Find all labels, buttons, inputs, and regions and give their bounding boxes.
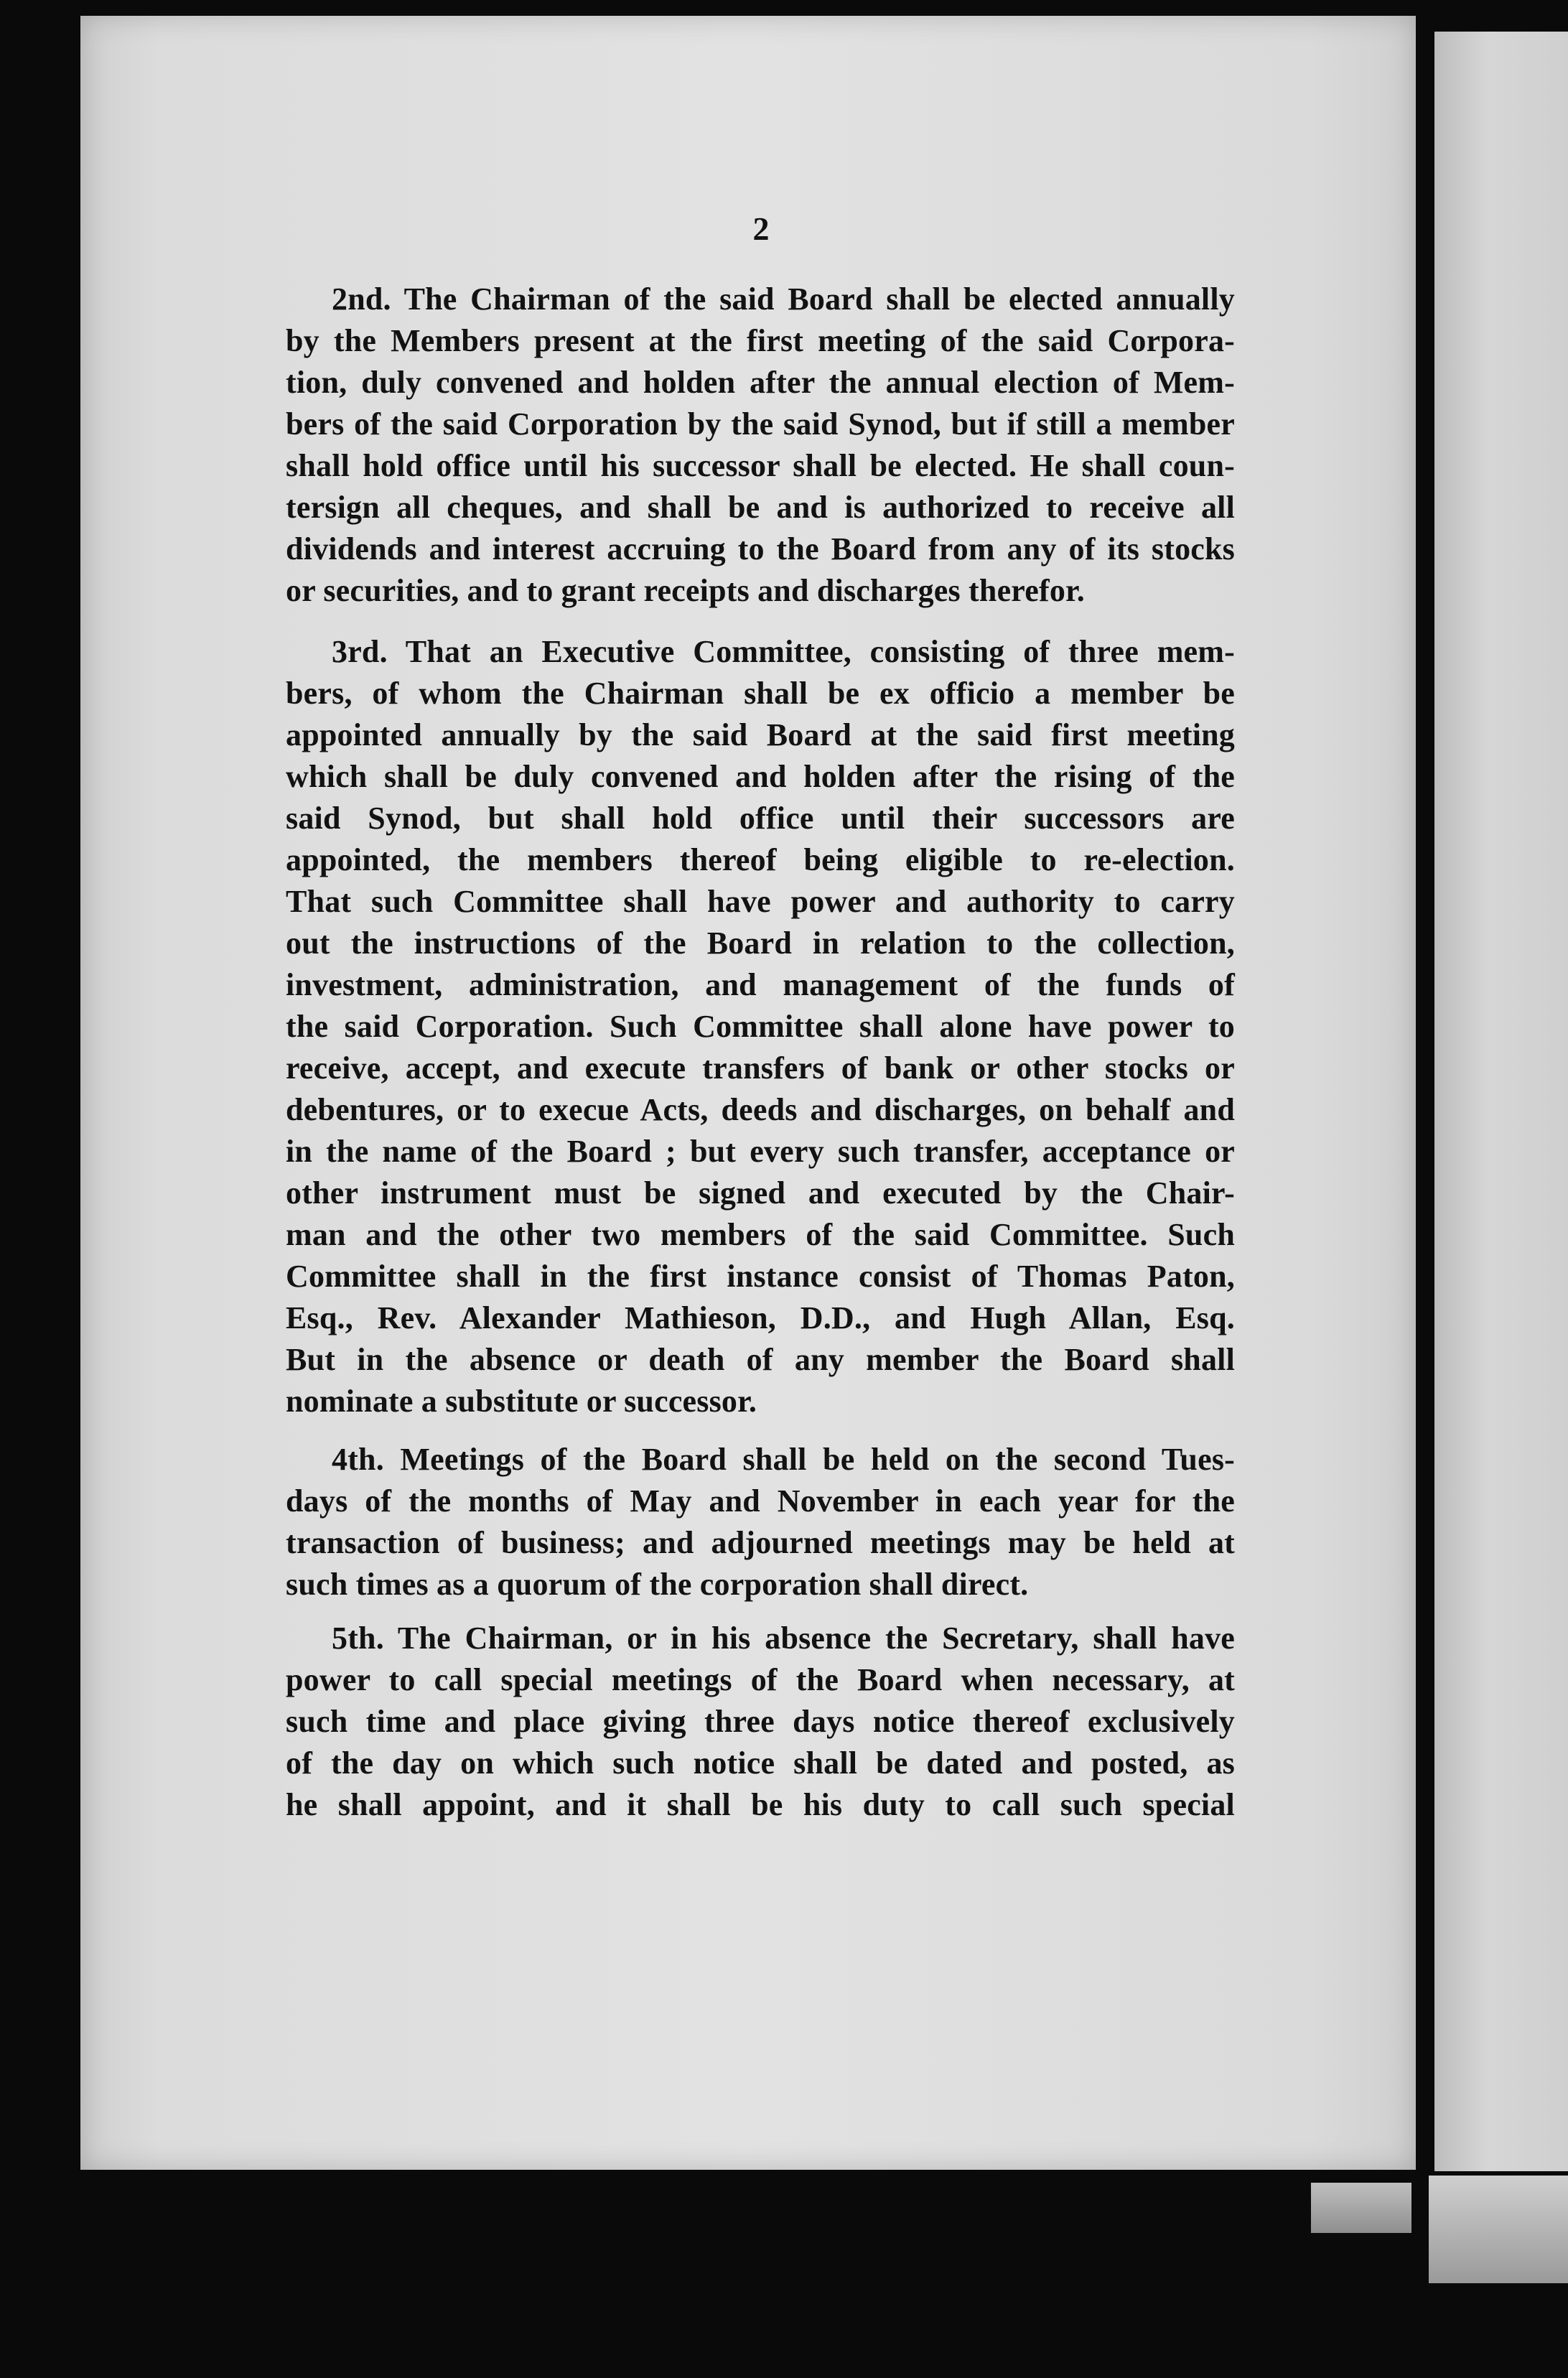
text-line: of the day on which such notice shall be dated and posted, as bbox=[286, 1745, 1235, 1781]
text-line: days of the months of May and November in each year for the bbox=[286, 1483, 1235, 1519]
text-line: other instrument must be signed and executed by the Chair- bbox=[286, 1175, 1235, 1211]
page-number: 2 bbox=[752, 210, 770, 247]
paragraph-2 bbox=[286, 631, 1235, 1422]
text-line: appointed annually by the said Board at the said first meeting bbox=[286, 717, 1235, 752]
text-line: Esq., Rev. Alexander Mathieson, D.D., and Hugh Allan, Esq. bbox=[286, 1300, 1235, 1335]
text-line: Committee shall in the first instance consist of Thomas Paton, bbox=[286, 1259, 1235, 1294]
text-line: appointed, the members thereof being eligible to re-election. bbox=[286, 842, 1235, 877]
text-line: But in the absence or death of any member the Board shall bbox=[286, 1342, 1235, 1377]
text-line: tersign all cheques, and shall be and is authorized to receive all bbox=[286, 490, 1235, 525]
text-line: That such Committee shall have power and authority to carry bbox=[286, 884, 1235, 919]
text-line: in the name of the Board ; but every such transfer, acceptance or bbox=[286, 1134, 1235, 1169]
text-line: which shall be duly convened and holden after the rising of the bbox=[286, 759, 1235, 794]
text-line: 3rd. That an Executive Committee, consisting of three mem- bbox=[332, 634, 1235, 669]
text-line: said Synod, but shall hold office until their successors are bbox=[286, 801, 1235, 836]
text-line: investment, administration, and management of the funds of bbox=[286, 967, 1235, 1002]
adjacent-page-edge bbox=[1434, 32, 1568, 2171]
page-corner-shadow bbox=[1429, 2176, 1568, 2283]
text-line: bers, of whom the Chairman shall be ex officio a member be bbox=[286, 676, 1235, 711]
text-line: 2nd. The Chairman of the said Board shall be elected annually bbox=[332, 281, 1235, 317]
text-line: or securities, and to grant receipts and discharges therefor. bbox=[286, 573, 1085, 608]
text-line: by the Members present at the first meeting of the said Corpora- bbox=[286, 323, 1235, 358]
paragraph-3 bbox=[286, 1439, 1235, 1605]
text-line: receive, accept, and execute transfers of bank or other stocks or bbox=[286, 1050, 1235, 1086]
page-fold-edge bbox=[1311, 2183, 1411, 2233]
text-line: tion, duly convened and holden after the annual election of Mem- bbox=[286, 365, 1235, 400]
text-line: debentures, or to execue Acts, deeds and discharges, on behalf and bbox=[286, 1092, 1235, 1127]
text-line: he shall appoint, and it shall be his duty to call such special bbox=[286, 1787, 1235, 1822]
text-line: the said Corporation. Such Committee shall alone have power to bbox=[286, 1009, 1235, 1044]
text-line: such times as a quorum of the corporation shall direct. bbox=[286, 1567, 1029, 1602]
body-text bbox=[286, 279, 1235, 1842]
text-line: man and the other two members of the said Committee. Such bbox=[286, 1217, 1235, 1252]
text-line: dividends and interest accruing to the Board from any of its stocks bbox=[286, 531, 1235, 566]
text-line: bers of the said Corporation by the said Synod, but if still a member bbox=[286, 406, 1235, 442]
text-line: nominate a substitute or successor. bbox=[286, 1384, 757, 1419]
paragraph-4 bbox=[286, 1618, 1235, 1826]
text-line: power to call special meetings of the Board when necessary, at bbox=[286, 1662, 1235, 1697]
paragraph-1 bbox=[286, 279, 1235, 612]
text-line: 4th. Meetings of the Board shall be held on the second Tues- bbox=[332, 1442, 1235, 1477]
text-line: shall hold office until his successor shall be elected. He shall coun- bbox=[286, 448, 1235, 483]
text-line: transaction of business; and adjourned meetings may be held at bbox=[286, 1525, 1235, 1560]
text-line: out the instructions of the Board in relation to the collection, bbox=[286, 925, 1235, 961]
text-line: 5th. The Chairman, or in his absence the Secretary, shall have bbox=[332, 1621, 1235, 1656]
text-line: such time and place giving three days notice thereof exclusively bbox=[286, 1704, 1235, 1739]
